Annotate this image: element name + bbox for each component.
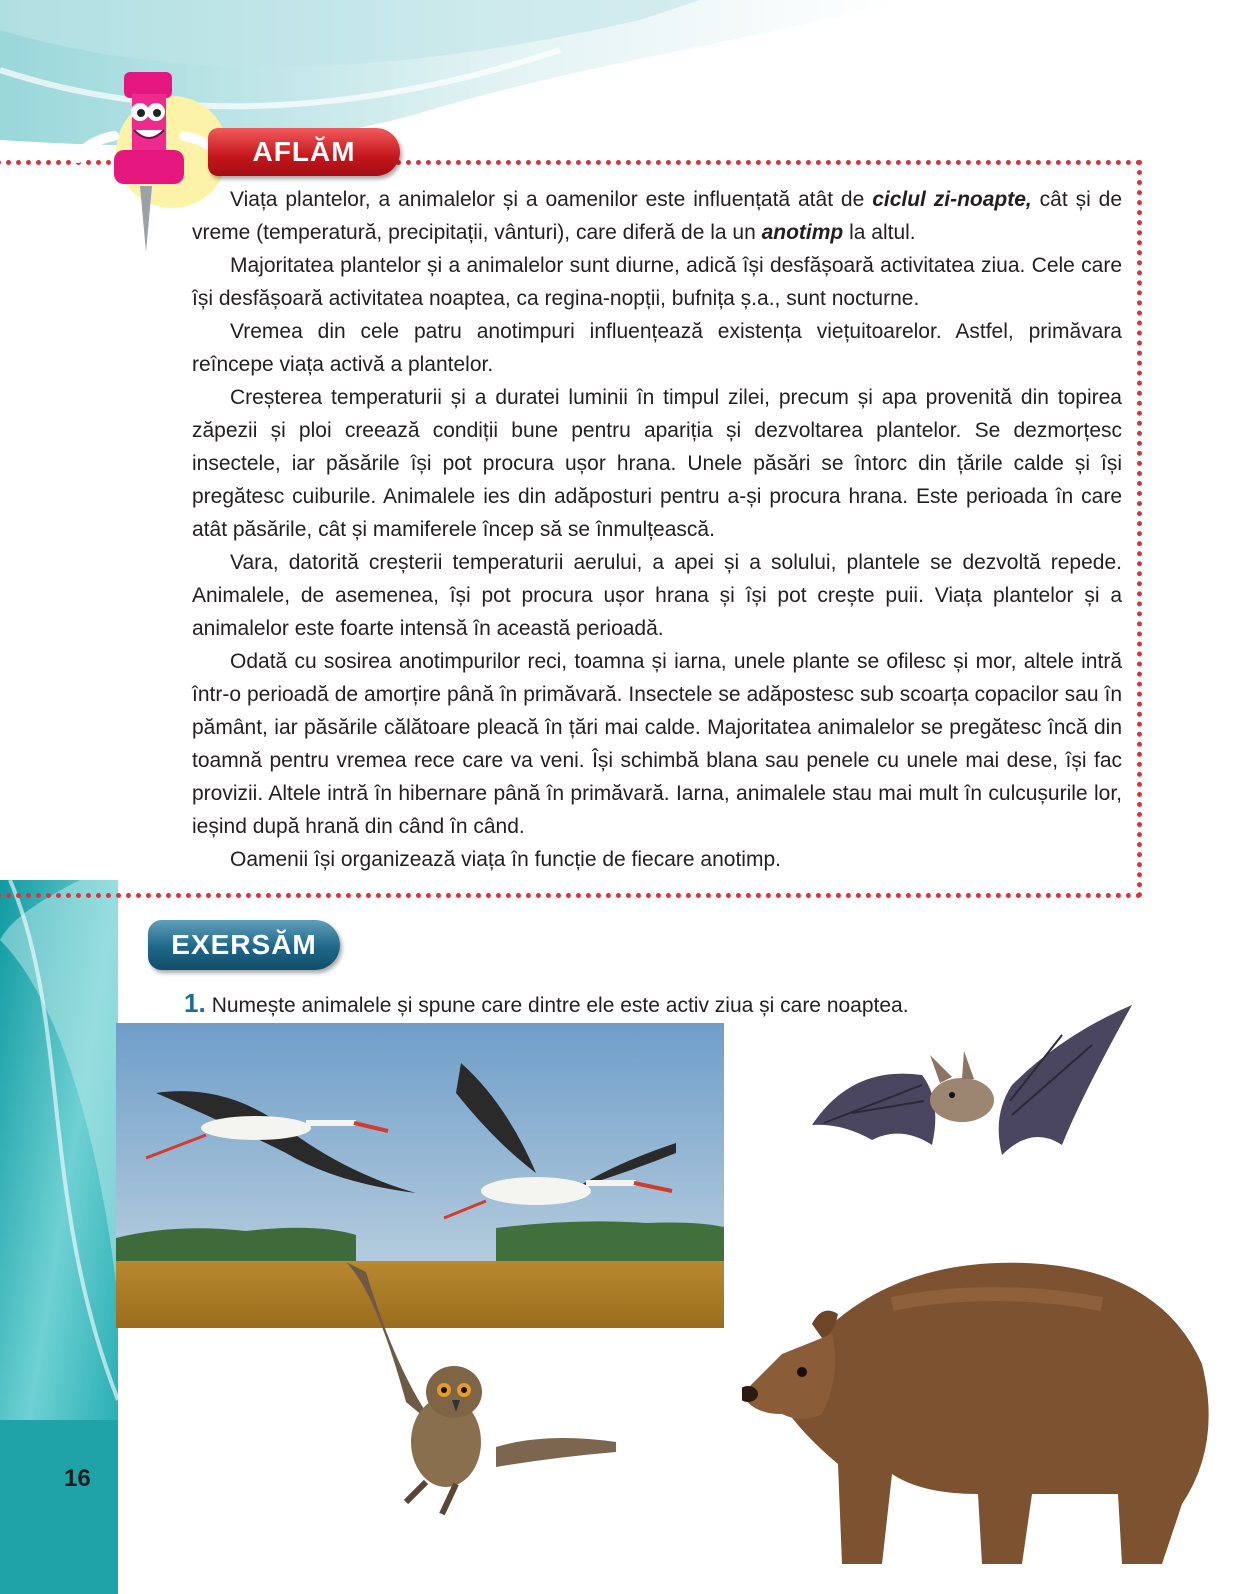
keyword-ciclul: ciclul zi-noapte,: [872, 188, 1032, 211]
exercise-number: 1.: [184, 988, 206, 1018]
aflam-paragraph: [192, 183, 1122, 249]
page-number: 16: [64, 1465, 91, 1492]
aflam-heading-label: AFLĂM: [252, 136, 356, 167]
exersam-heading: [148, 920, 340, 970]
keyword-anotimp: anotimp: [761, 221, 844, 244]
aflam-paragraph: Vremea din cele patru anotimpuri influențează existența viețuitoarelor. Astfel, primăvara reîncepe viața activă a plantelor.: [192, 320, 1122, 376]
aflam-paragraph: Vara, datorită creșterii temperaturii aerului, a apei și a solului, plantele se dezvoltă repede. Animalele, de asemenea, își pot procura ușor hrana și își pot crește puii. Viața plantelor și a animalelor este foarte intensă în această perioadă.: [192, 551, 1122, 640]
text-run: la altul.: [843, 221, 916, 244]
exersam-heading-label: EXERSĂM: [171, 929, 317, 960]
aflam-body-text: [192, 183, 1122, 876]
bear-image: [742, 1244, 1222, 1564]
aflam-paragraph: Oamenii își organizează viața în funcție de fiecare anotimp.: [230, 848, 781, 871]
exercise-1: [184, 988, 909, 1019]
owl-image: [346, 1252, 624, 1542]
bat-image: [812, 1005, 1132, 1187]
aflam-paragraph: Odată cu sosirea anotimpurilor reci, toamna și iarna, unele plante se ofilesc și mor, altele intră într-o perioadă de amorțire până în primăvară. Insectele se adăpostesc sub scoarța copacilor sau în pământ, iar păsările călătoare pleacă în țări mai calde. Majoritatea animalelor se pregătesc încă din toamnă pentru vremea rece care va veni. Își schimbă blana sau penele cu unele mai dese, își fac provizii. Altele intră în hibernare până în primăvară. Iarna, animalele stau mai mult în culcușurile lor, ieșind după hrană din când în când.: [192, 650, 1122, 838]
text-run: Viața plantelor, a animalelor și a oamenilor este influențată atât de: [230, 188, 873, 211]
aflam-paragraph: Creșterea temperaturii și a duratei luminii în timpul zilei, precum și apa provenită din topirea zăpezii și ploi creează condiții bune pentru apariția și dezvoltarea plantelor. Se dezmorțesc insectele, iar păsările își pot procura ușor hrana. Unele păsări se întorc din țările calde și își pregătesc cuiburile. Animalele ies din adăposturi pentru a-și procura hrana. Este perioada în care atât păsările, cât și mamiferele încep să se înmulțească.: [192, 386, 1122, 541]
aflam-paragraph: Majoritatea plantelor și a animalelor sunt diurne, adică își desfășoară activitatea ziua. Cele care își desfășoară activitatea noaptea, ca regina-nopții, bufnița ș.a., sunt nocturne.: [192, 254, 1122, 310]
left-teal-band: [0, 880, 118, 1594]
exercise-text: Numește animalele și spune care dintre ele este activ ziua și care noaptea.: [211, 994, 909, 1017]
aflam-heading: [208, 128, 400, 176]
text-run: cât și de vreme (temperatură, precipitații, vânturi), care diferă de la un: [192, 188, 1123, 244]
